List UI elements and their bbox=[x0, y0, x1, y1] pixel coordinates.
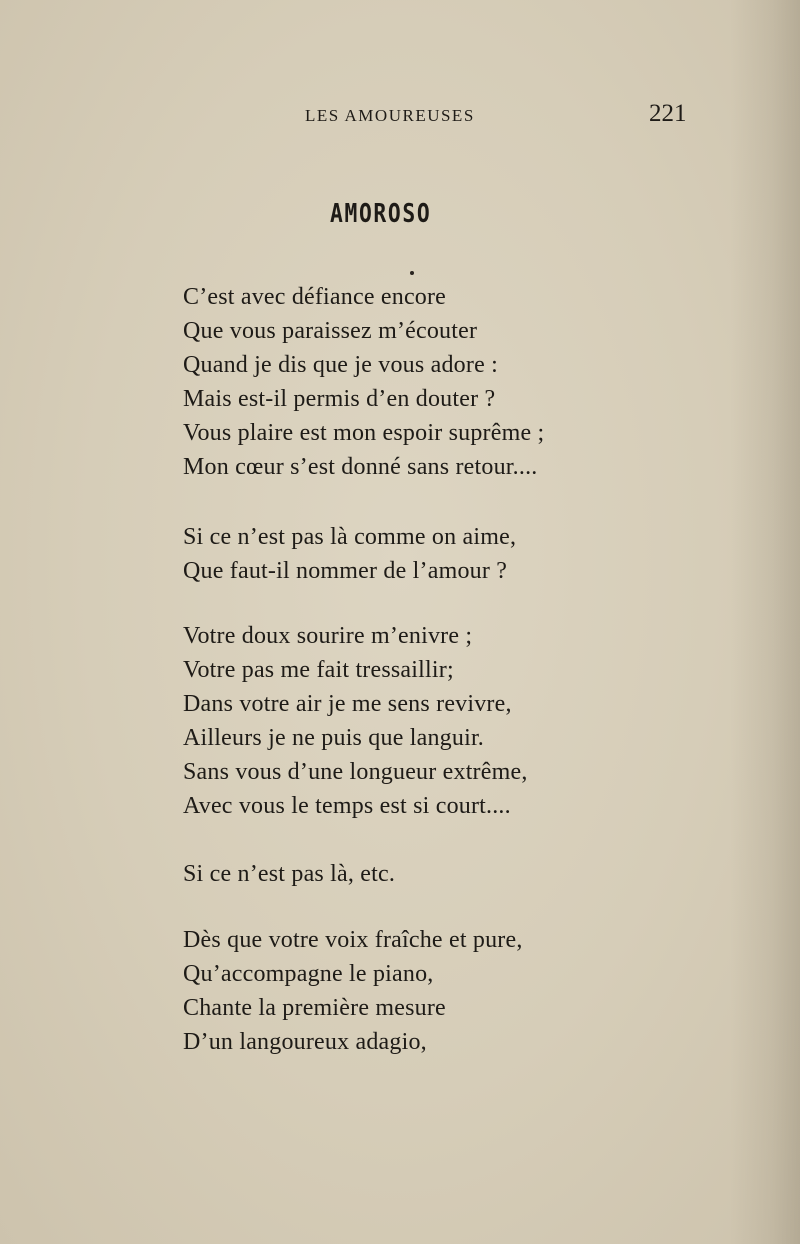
poem-line: Quand je dis que je vous adore : bbox=[183, 352, 498, 378]
poem-line: Votre doux sourire m’enivre ; bbox=[183, 623, 473, 649]
poem-line: D’un langoureux adagio, bbox=[183, 1029, 427, 1055]
poem-line: Dans votre air je me sens revivre, bbox=[183, 691, 512, 717]
poem-line: Avec vous le temps est si court.... bbox=[183, 793, 511, 819]
poem-line: Que vous paraissez m’écouter bbox=[183, 318, 478, 344]
poem-line: Mais est-il permis d’en douter ? bbox=[183, 386, 496, 412]
poem-line: Qu’accompagne le piano, bbox=[183, 961, 434, 987]
page-edge-shadow bbox=[730, 0, 800, 1244]
poem-line: Chante la première mesure bbox=[183, 995, 446, 1021]
running-head: LES AMOUREUSES bbox=[305, 106, 475, 125]
ornament-dot bbox=[410, 271, 414, 275]
poem-line: Votre pas me fait tressaillir; bbox=[183, 657, 454, 683]
poem-line: C’est avec défiance encore bbox=[183, 284, 447, 310]
poem-line: Que faut-il nommer de l’amour ? bbox=[183, 558, 508, 584]
poem-line: Si ce n’est pas là, etc. bbox=[183, 861, 396, 887]
poem-line: Sans vous d’une longueur extrême, bbox=[183, 759, 528, 785]
poem-title: AMOROSO bbox=[330, 199, 432, 229]
poem-line: Mon cœur s’est donné sans retour.... bbox=[183, 454, 538, 480]
poem-line: Dès que votre voix fraîche et pure, bbox=[183, 927, 523, 953]
poem-line: Ailleurs je ne puis que languir. bbox=[183, 725, 485, 751]
poem-line: Vous plaire est mon espoir suprême ; bbox=[183, 420, 545, 446]
page-number: 221 bbox=[649, 100, 687, 127]
poem-line: Si ce n’est pas là comme on aime, bbox=[183, 524, 517, 550]
